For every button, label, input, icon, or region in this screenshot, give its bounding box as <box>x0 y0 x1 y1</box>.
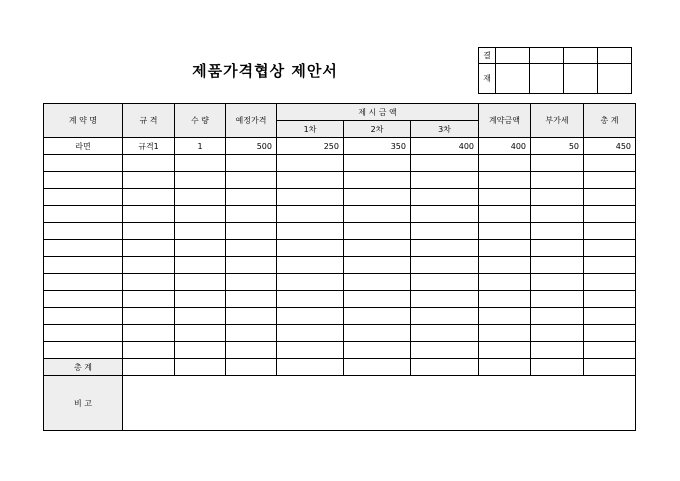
row-round2[interactable] <box>344 291 411 308</box>
row-round3[interactable] <box>411 274 479 291</box>
table-row <box>44 274 636 291</box>
row-spec[interactable] <box>123 189 175 206</box>
row-round3[interactable] <box>411 308 479 325</box>
table-body <box>44 138 636 359</box>
row-round1[interactable] <box>277 206 344 223</box>
row-contract-amount[interactable] <box>479 308 531 325</box>
row-spec[interactable] <box>123 257 175 274</box>
row-contract-name[interactable] <box>44 155 123 172</box>
table-row <box>44 291 636 308</box>
row-spec[interactable] <box>123 223 175 240</box>
header-offer-amount: 제 시 금 액 <box>277 104 479 121</box>
row-planned-price[interactable] <box>226 308 277 325</box>
header-planned-price: 예정가격 <box>226 104 277 138</box>
row-vat[interactable] <box>531 223 584 240</box>
row-round2[interactable] <box>344 172 411 189</box>
row-planned-price[interactable] <box>226 189 277 206</box>
approval-cell[interactable] <box>530 48 564 64</box>
row-planned-price[interactable] <box>226 155 277 172</box>
table-row <box>44 257 636 274</box>
row-qty[interactable] <box>175 325 226 342</box>
row-spec[interactable] <box>123 342 175 359</box>
row-round1[interactable] <box>277 257 344 274</box>
row-round1[interactable] <box>277 325 344 342</box>
row-contract-amount[interactable] <box>479 189 531 206</box>
table-row <box>44 155 636 172</box>
table-row <box>44 206 636 223</box>
row-spec[interactable] <box>123 240 175 257</box>
row-round1[interactable] <box>277 291 344 308</box>
row-round2[interactable] <box>344 240 411 257</box>
row-round3[interactable] <box>411 206 479 223</box>
row-spec[interactable] <box>123 274 175 291</box>
table-row <box>44 342 636 359</box>
row-round2[interactable] <box>344 206 411 223</box>
row-total[interactable] <box>584 206 636 223</box>
row-vat[interactable] <box>531 274 584 291</box>
row-qty[interactable]: 1 <box>175 138 226 155</box>
row-contract-name[interactable] <box>44 172 123 189</box>
header-round3: 3차 <box>411 121 479 138</box>
row-qty[interactable] <box>175 223 226 240</box>
row-round2[interactable] <box>344 155 411 172</box>
row-vat[interactable] <box>531 240 584 257</box>
row-planned-price[interactable] <box>226 206 277 223</box>
row-round2[interactable] <box>344 274 411 291</box>
row-round1[interactable] <box>277 308 344 325</box>
negotiation-table <box>43 103 636 431</box>
row-planned-price[interactable] <box>226 342 277 359</box>
approval-cell[interactable] <box>564 48 598 64</box>
row-contract-name[interactable]: 라면 <box>44 138 123 155</box>
row-contract-amount[interactable] <box>479 342 531 359</box>
summary-cell[interactable] <box>531 359 584 376</box>
row-planned-price[interactable] <box>226 223 277 240</box>
row-total[interactable] <box>584 189 636 206</box>
approval-label-bottom: 재 <box>479 64 496 94</box>
row-round1[interactable]: 250 <box>277 138 344 155</box>
summary-cell[interactable] <box>344 359 411 376</box>
row-vat[interactable] <box>531 257 584 274</box>
row-qty[interactable] <box>175 240 226 257</box>
row-spec[interactable] <box>123 172 175 189</box>
row-total[interactable] <box>584 274 636 291</box>
table-row <box>44 223 636 240</box>
row-contract-name[interactable] <box>44 240 123 257</box>
summary-cell[interactable] <box>277 359 344 376</box>
remarks-field[interactable] <box>123 376 636 431</box>
table-row <box>44 189 636 206</box>
table-row <box>44 138 636 155</box>
approval-cell[interactable] <box>496 48 530 64</box>
row-contract-amount[interactable] <box>479 257 531 274</box>
row-round1[interactable] <box>277 189 344 206</box>
table-row <box>44 325 636 342</box>
row-planned-price[interactable] <box>226 291 277 308</box>
summary-cell[interactable] <box>479 359 531 376</box>
row-planned-price[interactable] <box>226 257 277 274</box>
row-contract-amount[interactable] <box>479 206 531 223</box>
row-spec[interactable] <box>123 325 175 342</box>
row-round2[interactable] <box>344 308 411 325</box>
row-round3[interactable] <box>411 291 479 308</box>
summary-cell[interactable] <box>584 359 636 376</box>
row-total[interactable] <box>584 342 636 359</box>
row-round2[interactable] <box>344 223 411 240</box>
row-planned-price[interactable]: 500 <box>226 138 277 155</box>
row-round1[interactable] <box>277 342 344 359</box>
row-contract-amount[interactable] <box>479 291 531 308</box>
row-round1[interactable] <box>277 274 344 291</box>
signature-cell[interactable] <box>496 64 530 94</box>
row-spec[interactable]: 규격1 <box>123 138 175 155</box>
row-contract-amount[interactable] <box>479 240 531 257</box>
row-contract-amount[interactable] <box>479 172 531 189</box>
row-vat[interactable]: 50 <box>531 138 584 155</box>
row-contract-amount[interactable] <box>479 223 531 240</box>
summary-cell[interactable] <box>226 359 277 376</box>
row-total[interactable] <box>584 308 636 325</box>
header-contract-name: 계 약 명 <box>44 104 123 138</box>
row-total[interactable] <box>584 240 636 257</box>
approval-cell[interactable] <box>598 48 632 64</box>
summary-cell[interactable] <box>411 359 479 376</box>
row-qty[interactable] <box>175 206 226 223</box>
approval-box <box>478 47 632 94</box>
row-qty[interactable] <box>175 342 226 359</box>
row-contract-amount[interactable]: 400 <box>479 138 531 155</box>
row-qty[interactable] <box>175 291 226 308</box>
header-contract-amount: 계약금액 <box>479 104 531 138</box>
row-qty[interactable] <box>175 189 226 206</box>
row-planned-price[interactable] <box>226 325 277 342</box>
header-vat: 부가세 <box>531 104 584 138</box>
table-row <box>44 308 636 325</box>
row-round3[interactable] <box>411 325 479 342</box>
row-round1[interactable] <box>277 172 344 189</box>
approval-label-top: 결 <box>479 48 496 64</box>
row-round3[interactable]: 400 <box>411 138 479 155</box>
header-round1: 1차 <box>277 121 344 138</box>
remarks-label: 비 고 <box>44 376 123 431</box>
row-round2[interactable] <box>344 189 411 206</box>
row-vat[interactable] <box>531 189 584 206</box>
row-round2[interactable]: 350 <box>344 138 411 155</box>
header-round2: 2차 <box>344 121 411 138</box>
row-round1[interactable] <box>277 155 344 172</box>
signature-cell[interactable] <box>564 64 598 94</box>
row-vat[interactable] <box>531 206 584 223</box>
header-qty: 수 량 <box>175 104 226 138</box>
row-planned-price[interactable] <box>226 274 277 291</box>
row-contract-amount[interactable] <box>479 325 531 342</box>
row-contract-amount[interactable] <box>479 155 531 172</box>
row-spec[interactable] <box>123 155 175 172</box>
row-round2[interactable] <box>344 325 411 342</box>
row-round1[interactable] <box>277 223 344 240</box>
row-contract-name[interactable] <box>44 189 123 206</box>
row-spec[interactable] <box>123 308 175 325</box>
row-vat[interactable] <box>531 325 584 342</box>
row-contract-name[interactable] <box>44 308 123 325</box>
row-qty[interactable] <box>175 274 226 291</box>
row-vat[interactable] <box>531 308 584 325</box>
signature-cell[interactable] <box>530 64 564 94</box>
row-spec[interactable] <box>123 206 175 223</box>
row-total[interactable] <box>584 325 636 342</box>
row-contract-name[interactable] <box>44 274 123 291</box>
row-contract-name[interactable] <box>44 291 123 308</box>
row-total[interactable] <box>584 291 636 308</box>
row-planned-price[interactable] <box>226 240 277 257</box>
summary-label: 총 계 <box>44 359 123 376</box>
summary-cell[interactable] <box>123 359 175 376</box>
row-spec[interactable] <box>123 291 175 308</box>
page-title: 제품가격협상 제안서 <box>192 62 338 80</box>
row-contract-name[interactable] <box>44 206 123 223</box>
row-total[interactable] <box>584 172 636 189</box>
header-total: 총 계 <box>584 104 636 138</box>
row-vat[interactable] <box>531 342 584 359</box>
row-round2[interactable] <box>344 342 411 359</box>
row-qty[interactable] <box>175 257 226 274</box>
row-vat[interactable] <box>531 155 584 172</box>
row-round3[interactable] <box>411 257 479 274</box>
table-row <box>44 172 636 189</box>
signature-cell[interactable] <box>598 64 632 94</box>
row-contract-name[interactable] <box>44 257 123 274</box>
header-spec: 규 격 <box>123 104 175 138</box>
row-round1[interactable] <box>277 240 344 257</box>
row-total[interactable] <box>584 155 636 172</box>
row-contract-name[interactable] <box>44 325 123 342</box>
row-qty[interactable] <box>175 155 226 172</box>
table-row <box>44 240 636 257</box>
row-vat[interactable] <box>531 172 584 189</box>
row-round3[interactable] <box>411 172 479 189</box>
row-qty[interactable] <box>175 172 226 189</box>
row-contract-name[interactable] <box>44 223 123 240</box>
row-total[interactable]: 450 <box>584 138 636 155</box>
row-round3[interactable] <box>411 189 479 206</box>
summary-cell[interactable] <box>175 359 226 376</box>
row-round3[interactable] <box>411 155 479 172</box>
row-planned-price[interactable] <box>226 172 277 189</box>
row-total[interactable] <box>584 223 636 240</box>
row-round3[interactable] <box>411 240 479 257</box>
row-contract-name[interactable] <box>44 342 123 359</box>
row-round2[interactable] <box>344 257 411 274</box>
row-round3[interactable] <box>411 342 479 359</box>
row-contract-amount[interactable] <box>479 274 531 291</box>
row-total[interactable] <box>584 257 636 274</box>
row-round3[interactable] <box>411 223 479 240</box>
row-vat[interactable] <box>531 291 584 308</box>
row-qty[interactable] <box>175 308 226 325</box>
